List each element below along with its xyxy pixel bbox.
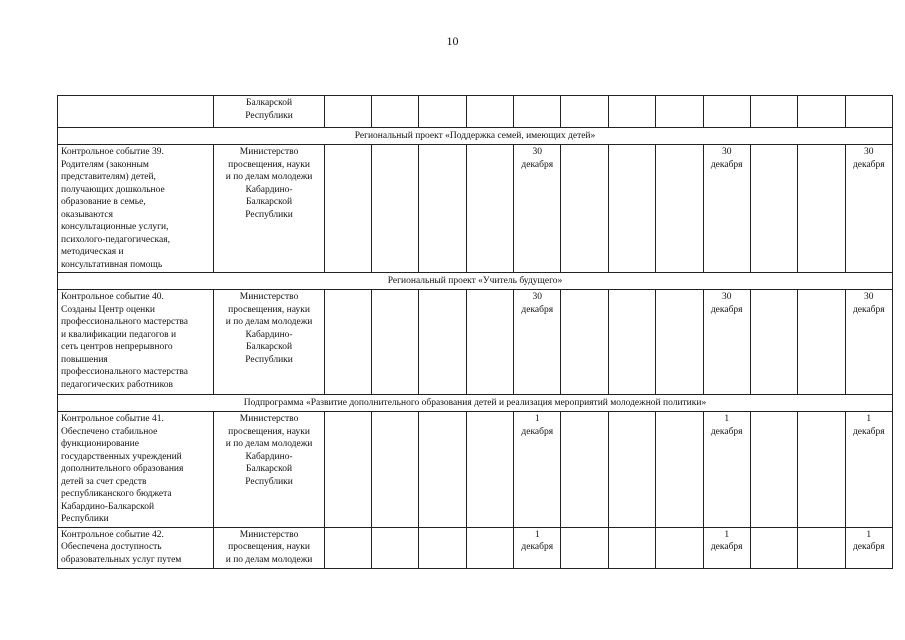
date-cell: 1 декабря	[514, 527, 561, 568]
date-cell: 30 декабря	[845, 145, 892, 273]
date-cell	[324, 412, 371, 528]
date-cell	[419, 290, 466, 395]
date-cell	[561, 412, 608, 528]
date-cell	[419, 145, 466, 273]
date-cell	[845, 96, 892, 128]
table-row	[58, 145, 893, 273]
event-cell: Контрольное событие 42. Обеспечена доступность образовательных услуг путем	[58, 527, 214, 568]
section-title: Региональный проект «Учитель будущего»	[58, 273, 893, 290]
section-header-row	[58, 128, 893, 145]
date-cell	[798, 527, 845, 568]
date-cell	[419, 527, 466, 568]
responsible-cell: Министерство просвещения, науки и по делам молодежи Кабардино- Балкарской Республики	[214, 290, 324, 395]
date-cell	[798, 145, 845, 273]
section-title: Региональный проект «Поддержка семей, имеющих детей»	[58, 128, 893, 145]
date-cell	[608, 96, 655, 128]
date-cell	[750, 290, 797, 395]
date-cell	[372, 145, 419, 273]
date-cell	[561, 145, 608, 273]
date-cell	[656, 290, 703, 395]
date-cell: 30 декабря	[703, 290, 750, 395]
date-cell	[372, 527, 419, 568]
date-cell	[466, 96, 513, 128]
date-cell: 1 декабря	[514, 412, 561, 528]
section-header-row	[58, 395, 893, 412]
date-cell	[324, 96, 371, 128]
table-row	[58, 290, 893, 395]
date-cell	[372, 290, 419, 395]
date-cell	[608, 412, 655, 528]
date-cell	[656, 412, 703, 528]
date-cell	[608, 527, 655, 568]
date-cell: 30 декабря	[514, 145, 561, 273]
date-cell	[656, 527, 703, 568]
date-cell	[750, 412, 797, 528]
table-row	[58, 96, 893, 128]
date-cell	[324, 290, 371, 395]
date-cell	[750, 145, 797, 273]
table-row	[58, 527, 893, 568]
date-cell	[656, 145, 703, 273]
date-cell	[372, 96, 419, 128]
date-cell: 30 декабря	[845, 290, 892, 395]
date-cell	[703, 96, 750, 128]
date-cell: 30 декабря	[703, 145, 750, 273]
date-cell: 30 декабря	[514, 290, 561, 395]
date-cell	[324, 527, 371, 568]
date-cell	[798, 290, 845, 395]
event-cell: Контрольное событие 41. Обеспечено стабильное функционирование государственных учреждений дополнительного образования детей за счет средств республиканского бюджета Кабардино-Балкарской Республики	[58, 412, 214, 528]
date-cell: 1 декабря	[845, 527, 892, 568]
date-cell	[419, 96, 466, 128]
date-cell	[466, 527, 513, 568]
date-cell	[561, 96, 608, 128]
date-cell: 1 декабря	[703, 527, 750, 568]
responsible-cell: Министерство просвещения, науки и по делам молодежи	[214, 527, 324, 568]
date-cell: 1 декабря	[845, 412, 892, 528]
date-cell	[466, 412, 513, 528]
date-cell	[466, 290, 513, 395]
control-events-table	[57, 95, 893, 569]
responsible-cell: Министерство просвещения, науки и по делам молодежи Кабардино- Балкарской Республики	[214, 145, 324, 273]
date-cell	[514, 96, 561, 128]
date-cell	[561, 290, 608, 395]
page-number: 10	[446, 34, 459, 48]
event-cell	[58, 96, 214, 128]
responsible-cell: Министерство просвещения, науки и по делам молодежи Кабардино- Балкарской Республики	[214, 412, 324, 528]
date-cell	[750, 96, 797, 128]
date-cell	[798, 96, 845, 128]
event-cell: Контрольное событие 39. Родителям (законным представителям) детей, получающих дошкольное образование в семье, оказываются консультационные услуги, психолого-педагогическая, методическая и консультативная помощь	[58, 145, 214, 273]
date-cell	[466, 145, 513, 273]
section-header-row	[58, 273, 893, 290]
date-cell	[608, 145, 655, 273]
date-cell	[419, 412, 466, 528]
date-cell	[656, 96, 703, 128]
date-cell	[372, 412, 419, 528]
date-cell	[324, 145, 371, 273]
date-cell	[561, 527, 608, 568]
responsible-cell: Балкарской Республики	[214, 96, 324, 128]
section-title: Подпрограмма «Развитие дополнительного образования детей и реализация мероприятий молодежной политики»	[58, 395, 893, 412]
table-row	[58, 412, 893, 528]
date-cell	[608, 290, 655, 395]
date-cell	[750, 527, 797, 568]
event-cell: Контрольное событие 40. Созданы Центр оценки профессионального мастерства и квалификации педагогов и сеть центров непрерывного повышения профессионального мастерства педагогических работников	[58, 290, 214, 395]
date-cell	[798, 412, 845, 528]
date-cell: 1 декабря	[703, 412, 750, 528]
